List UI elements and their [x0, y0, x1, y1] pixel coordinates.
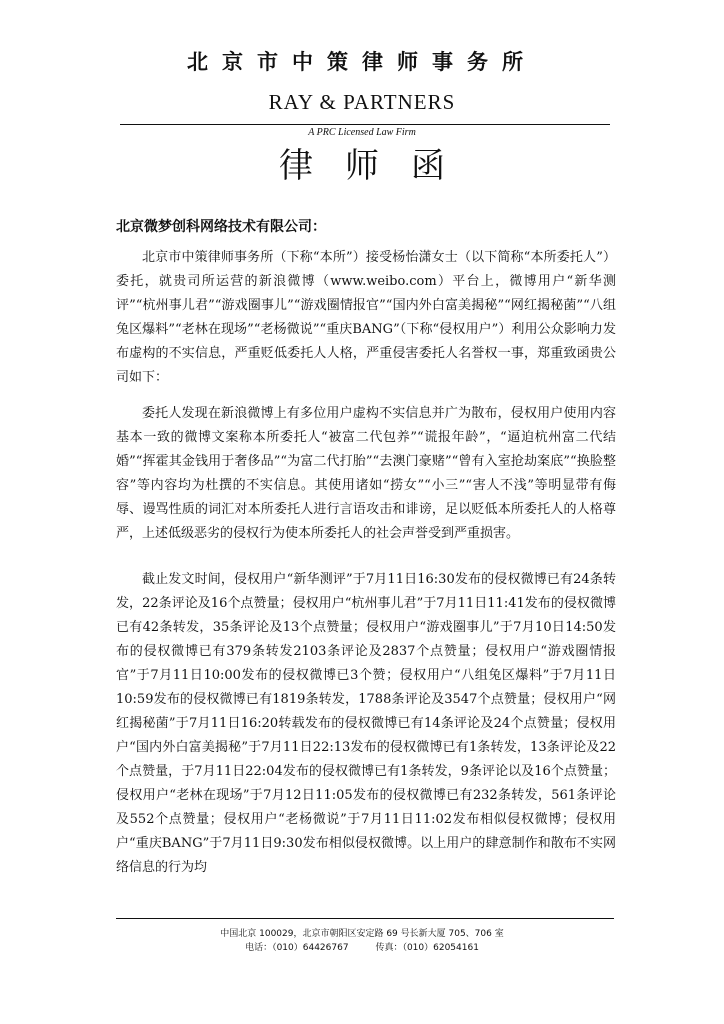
body-paragraph [116, 568, 616, 880]
footer-address: 中国北京 100029，北京市朝阳区安定路 69 号长新大厦 705、706 室 [220, 929, 504, 939]
paragraph-text: 北京市中策律师事务所（下称“本所”）接受杨怡潇女士（以下简称“本所委托人”）委托，就贵司所运营的新浪微博（www.weibo.com）平台上，微博用户“新华测评”“杭州事儿君”“游戏圈事儿”“游戏圈情报官”“国内外白富美揭秘”“网红揭秘菌”“八组兔区爆料”“老林在现场”“老杨微说”“重庆BANG”（下称“侵权用户”）利用公众影响力发布虚构的不实信息，严重贬低委托人人格，严重侵害委托人名誉权一事，郑重致函贵公司如下： [116, 250, 616, 385]
firm-tagline: A PRC Licensed Law Firm [308, 127, 416, 138]
footer-phone: 电话：（010）64426767 [245, 943, 349, 953]
body-paragraph [116, 402, 616, 546]
footer-contact [0, 940, 724, 953]
firm-name-chinese: 北京市中策律师事务所 [187, 49, 537, 74]
footer-fax: 传真：（010）62054161 [375, 943, 479, 953]
paragraph-text: 委托人发现在新浪微博上有多位用户虚构不实信息并广为散布，侵权用户使用内容基本一致的微博文案称本所委托人“被富二代包养”“谎报年龄”，“逼迫杭州富二代结婚”“挥霍其金钱用于奢侈品”“为富二代打胎”“去澳门豪赌”“曾有入室抢劫案底”“换脸整容”等内容均为杜撰的不实信息。其使用诸如“捞女”“小三”“害人不浅”等明显带有侮辱、谩骂性质的词汇对本所委托人进行言语攻击和诽谤，足以贬低本所委托人的人格尊严，上述低级恶劣的侵权行为使本所委托人的社会声誉受到严重损害。 [116, 406, 616, 541]
letterhead-divider [120, 124, 610, 125]
salutation: 北京微梦创科网络技术有限公司： [116, 219, 326, 235]
firm-name-english: RAY & PARTNERS [268, 90, 456, 114]
footer-divider [116, 918, 614, 919]
body-paragraph [116, 246, 616, 390]
document-title: 律师函 [279, 146, 477, 186]
paragraph-text: 截止发文时间，侵权用户“新华测评”于7月11日16:30发布的侵权微博已有24条转发，22条评论及16个点赞量；侵权用户“杭州事儿君”于7月11日11:41发布的侵权微博已有42条转发，35条评论及13个点赞量；侵权用户“游戏圈事儿”于7月10日14:50发布的侵权微博已有379条转发2103条评论及2837个点赞量；侵权用户“游戏圈情报官”于7月11日10:00发布的侵权微博已3个赞；侵权用户“八组兔区爆料”于7月11日10:59发布的侵权微博已有1819条转发，1788条评论及3547个点赞量；侵权用户“网红揭秘菌”于7月11日16:20转载发布的侵权微博已有14条评论及24个点赞量；侵权用户“国内外白富美揭秘”于7月11日22:13发布的侵权微博已有1条转发，13条评论及22个点赞量，于7月11日22:04发布的侵权微博已有1条转发，9条评论以及16个点赞量；侵权用户“老林在现场”于7月12日11:05发布的侵权微博已有232条转发，561条评论及552个点赞量；侵权用户“老杨微说”于7月11日11:02发布相似侵权微博；侵权用户“重庆BANG”于7月11日9:30发布相似侵权微博。以上用户的肆意制作和散布不实网络信息的行为均 [116, 572, 616, 875]
